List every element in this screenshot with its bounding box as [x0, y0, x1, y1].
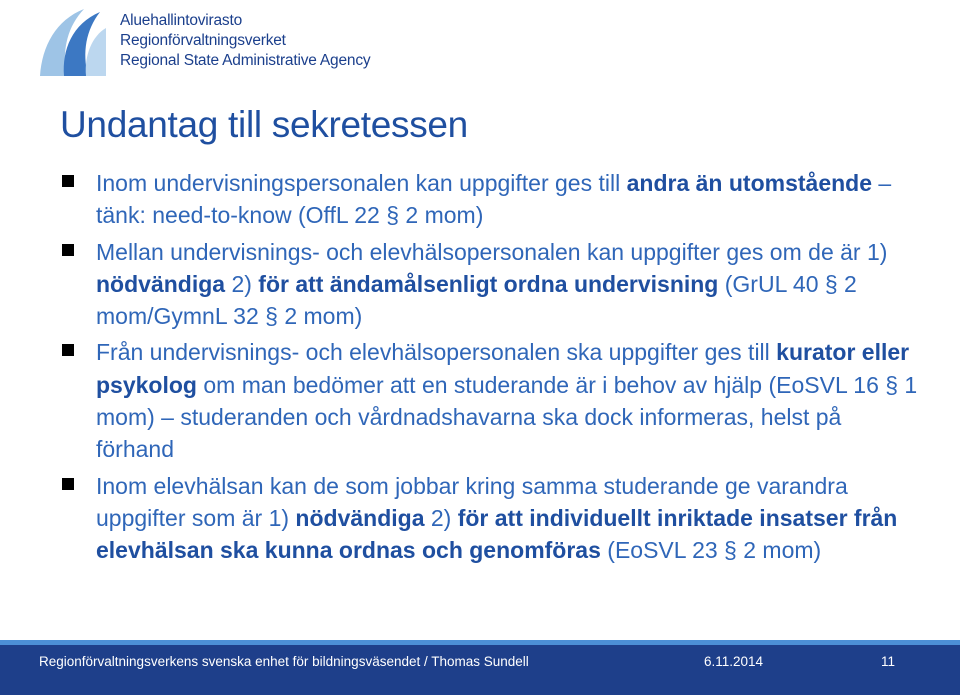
slide-title: Undantag till sekretessen [60, 104, 468, 145]
footer-accent-line [0, 640, 960, 645]
bullet-item: Inom elevhälsan kan de som jobbar kring samma studerande ge varandra uppgifter som är 1) nödvändiga 2) för att individuellt inriktade insatser från elevhälsan ska kunna ordnas och genomföras (EoSVL 23 § 2 mom) [62, 470, 922, 567]
agency-name-finnish: Aluehallintovirasto [120, 12, 242, 29]
agency-name-english: Regional State Administrative Agency [120, 52, 371, 69]
agency-logo-icon [36, 6, 108, 78]
agency-name-swedish: Regionförvaltningsverket [120, 32, 286, 49]
footer-date: 6.11.2014 [704, 654, 764, 669]
square-bullet-icon [62, 175, 74, 187]
page-number: 11 [881, 654, 896, 669]
bullet-item: Mellan undervisnings- och elevhälsopersonalen kan uppgifter ges om de är 1) nödvändiga 2) för att ändamålsenligt ordna undervisning (GrUL 40 § 2 mom/GymnL 32 § 2 mom) [62, 236, 922, 333]
footer-text: Regionförvaltningsverkens svenska enhet för bildningsväsendet / Thomas Sundell [39, 654, 529, 669]
bullet-item: Inom undervisningspersonalen kan uppgifter ges till andra än utomstående – tänk: need-to-know (OffL 22 § 2 mom) [62, 167, 922, 232]
bullet-item: Från undervisnings- och elevhälsopersonalen ska uppgifter ges till kurator eller psykolog om man bedömer att en studerande är i behov av hjälp (EoSVL 16 § 1 mom) – studeranden och vårdnadshavarna ska dock informeras, helst på förhand [62, 336, 922, 465]
agency-name [120, 11, 370, 71]
square-bullet-icon [62, 344, 74, 356]
bullet-list [62, 167, 922, 571]
footer-bar [0, 640, 960, 695]
square-bullet-icon [62, 244, 74, 256]
square-bullet-icon [62, 478, 74, 490]
